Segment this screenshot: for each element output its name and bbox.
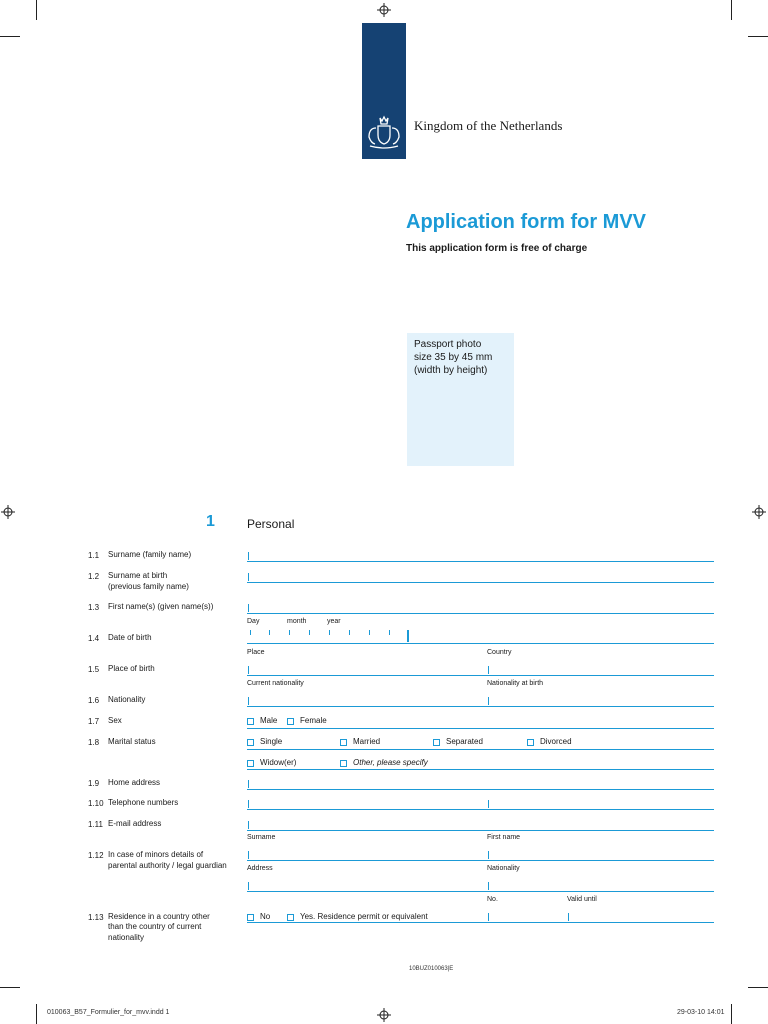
text-cursor	[248, 552, 249, 560]
text-cursor	[488, 697, 489, 705]
home-address-field[interactable]	[247, 789, 714, 790]
day-caption: Day	[247, 618, 260, 625]
year-caption: year	[327, 618, 341, 625]
question-label: Place of birth	[108, 664, 155, 673]
single-checkbox[interactable]	[247, 739, 254, 746]
single-label: Single	[260, 737, 283, 746]
question-number: 1.8	[88, 738, 100, 747]
guardian-address-field[interactable]	[247, 891, 714, 892]
divorced-checkbox[interactable]	[527, 739, 534, 746]
date-digit-divider	[349, 630, 350, 635]
date-digit-divider	[289, 630, 290, 635]
male-checkbox[interactable]	[247, 718, 254, 725]
text-cursor	[488, 882, 489, 890]
question-label: Marital status	[108, 737, 156, 746]
question-label: In case of minors details of	[108, 850, 204, 859]
question-label: than the country of current	[108, 922, 202, 931]
question-number: 1.11	[88, 820, 103, 829]
text-cursor	[248, 851, 249, 859]
question-number: 1.6	[88, 696, 100, 705]
marital-status-rule	[247, 749, 714, 750]
residence-yes-checkbox[interactable]	[287, 914, 294, 921]
female-checkbox[interactable]	[287, 718, 294, 725]
residence-no-label: No	[260, 912, 271, 921]
section-number: 1	[206, 513, 215, 530]
crop-mark	[731, 0, 732, 20]
question-label: parental authority / legal guardian	[108, 861, 227, 870]
question-number: 1.10	[88, 799, 104, 808]
registration-mark-icon	[377, 3, 391, 17]
date-digit-divider	[389, 630, 390, 635]
date-digit-divider	[369, 630, 370, 635]
other-checkbox[interactable]	[340, 760, 347, 767]
current-nationality-caption: Current nationality	[247, 680, 304, 687]
residence-yes-label: Yes. Residence permit or equivalent	[300, 912, 428, 921]
crop-mark	[748, 987, 768, 988]
text-cursor	[248, 697, 249, 705]
text-cursor	[248, 800, 249, 808]
date-of-birth-field[interactable]	[247, 643, 714, 644]
question-label: Date of birth	[108, 633, 152, 642]
text-cursor	[488, 666, 489, 674]
nationality-field[interactable]	[247, 706, 714, 707]
question-number: 1.9	[88, 779, 100, 788]
crop-mark	[748, 36, 768, 37]
print-slug-filename: 010063_B57_Formulier_for_mvv.indd 1	[47, 1009, 170, 1016]
print-slug-date: 29-03-10 14:01	[677, 1009, 725, 1016]
text-cursor	[488, 851, 489, 859]
organization-name: Kingdom of the Netherlands	[414, 118, 563, 133]
crop-mark	[36, 1004, 37, 1024]
separated-checkbox[interactable]	[433, 739, 440, 746]
question-number: 1.7	[88, 717, 100, 726]
crop-mark	[0, 987, 20, 988]
question-label: Surname (family name)	[108, 550, 192, 559]
question-number: 1.2	[88, 572, 100, 581]
question-label: Surname at birth	[108, 571, 168, 580]
email-field[interactable]	[247, 830, 714, 831]
nationality-at-birth-caption: Nationality at birth	[487, 680, 544, 687]
text-cursor	[248, 821, 249, 829]
form-code: 10BUZ010063|E	[409, 966, 454, 972]
address-caption: Address	[247, 865, 273, 872]
question-label: Residence in a country other	[108, 912, 210, 921]
surname-at-birth-field[interactable]	[247, 582, 714, 583]
question-number: 1.13	[88, 913, 104, 922]
date-digit-divider	[309, 630, 310, 635]
widow-checkbox[interactable]	[247, 760, 254, 767]
number-caption: No.	[487, 896, 498, 903]
month-caption: month	[287, 618, 307, 625]
date-end-marker	[407, 630, 409, 642]
question-number: 1.4	[88, 634, 100, 643]
question-number: 1.12	[88, 851, 104, 860]
crop-mark	[36, 0, 37, 20]
text-cursor	[248, 666, 249, 674]
question-label: nationality	[108, 933, 145, 942]
country-caption: Country	[487, 649, 512, 656]
valid-until-caption: Valid until	[567, 896, 597, 903]
question-label: (previous family name)	[108, 582, 189, 591]
section-title: Personal	[247, 517, 295, 531]
surname-field[interactable]	[247, 561, 714, 562]
text-cursor	[248, 882, 249, 890]
residence-permit-field[interactable]	[247, 922, 714, 923]
registration-mark-icon	[1, 505, 15, 519]
text-cursor	[248, 573, 249, 581]
photo-instruction: Passport photo	[414, 339, 482, 350]
divorced-label: Divorced	[540, 737, 572, 746]
other-label: Other, please specify	[353, 758, 428, 767]
question-label: Home address	[108, 778, 161, 787]
question-label: Nationality	[108, 695, 146, 704]
married-label: Married	[353, 737, 381, 746]
date-digit-divider	[329, 630, 330, 635]
separated-label: Separated	[446, 737, 483, 746]
sex-rule	[247, 728, 714, 729]
widow-label: Widow(er)	[260, 758, 297, 767]
date-digit-divider	[269, 630, 270, 635]
registration-mark-icon	[752, 505, 766, 519]
coat-of-arms-icon	[364, 112, 404, 150]
text-cursor	[488, 913, 489, 921]
photo-instruction: size 35 by 45 mm	[414, 352, 493, 363]
question-number: 1.3	[88, 603, 100, 612]
passport-photo-box[interactable]	[407, 333, 514, 466]
crop-mark	[0, 36, 20, 37]
question-number: 1.1	[88, 551, 100, 560]
male-label: Male	[260, 716, 278, 725]
text-cursor	[248, 780, 249, 788]
date-digit-divider	[250, 630, 251, 635]
surname-caption: Surname	[247, 834, 276, 841]
question-number: 1.5	[88, 665, 100, 674]
marital-status-other-field[interactable]	[247, 769, 714, 770]
married-checkbox[interactable]	[340, 739, 347, 746]
question-label: Telephone numbers	[108, 798, 179, 807]
guardian-name-field[interactable]	[247, 860, 714, 861]
form-title: Application form for MVV	[406, 211, 646, 233]
first-name-caption: First name	[487, 834, 521, 841]
question-label: Sex	[108, 716, 122, 725]
female-label: Female	[300, 716, 327, 725]
registration-mark-icon	[377, 1008, 391, 1022]
form-subtitle: This application form is free of charge	[406, 243, 588, 254]
telephone-field[interactable]	[247, 809, 714, 810]
text-cursor	[488, 800, 489, 808]
text-cursor	[568, 913, 569, 921]
place-caption: Place	[247, 649, 265, 656]
photo-instruction: (width by height)	[414, 365, 488, 376]
question-label: E-mail address	[108, 819, 162, 828]
first-names-field[interactable]	[247, 613, 714, 614]
nationality-caption: Nationality	[487, 865, 520, 872]
place-of-birth-field[interactable]	[247, 675, 714, 676]
crop-mark	[731, 1004, 732, 1024]
residence-no-checkbox[interactable]	[247, 914, 254, 921]
question-label: First name(s) (given name(s))	[108, 602, 214, 611]
text-cursor	[248, 604, 249, 612]
